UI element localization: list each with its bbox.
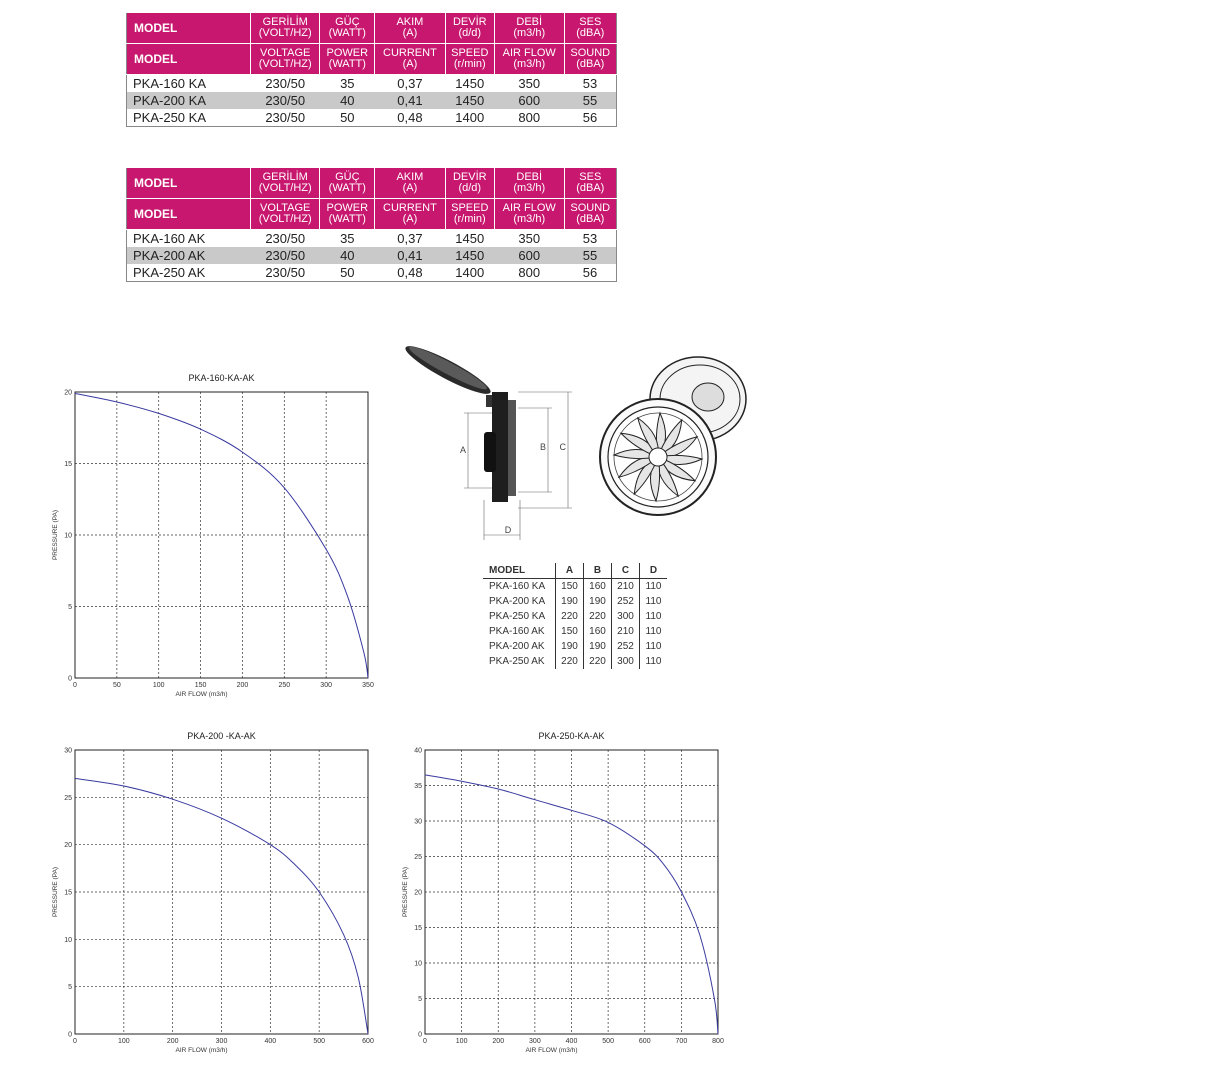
dimensions-row [483,594,667,609]
dimensions-cell: 110 [640,654,668,669]
y-axis-label: PRESSURE (PA) [52,509,59,561]
table-cell: 0,48 [375,264,445,282]
table-row [127,75,617,93]
dimensions-cell: 110 [640,579,668,595]
dimensions-header-cell: D [640,563,668,579]
y-tick-label: 15 [414,925,422,932]
table-cell: 50 [320,264,375,282]
header-cell: CURRENT (A) [375,44,445,75]
dimensions-cell: 220 [556,609,584,624]
dimensions-cell: 190 [556,639,584,654]
header-cell: MODEL [127,199,251,230]
x-tick-label: 100 [117,1038,130,1045]
table-cell: 0,37 [397,231,423,246]
open-cover-shape [401,340,494,400]
table-cell: 230/50 [251,247,320,264]
spec-table-ka [126,13,617,127]
dimensions-row [483,639,667,654]
header-cell: DEBİ (m3/h) [494,13,564,44]
header-row-tr [127,13,617,44]
x-tick-label: 400 [264,1038,277,1045]
dimensions-cell: 300 [612,654,640,669]
y-tick-label: 25 [64,794,72,802]
table-cell: 230/50 [251,92,320,109]
table-cell: 1400 [445,109,494,127]
table-row [127,247,617,264]
header-cell: MODEL [127,168,251,199]
x-tick-label: 0 [73,682,77,689]
header-cell: SES (dBA) [564,168,616,199]
dimensions-cell: PKA-200 AK [489,641,545,652]
table-cell: PKA-160 AK [133,231,206,246]
table-cell: PKA-200 AK [127,247,251,264]
table-cell: PKA-250 AK [127,264,251,282]
y-tick-label: 5 [68,604,72,611]
y-tick-label: 35 [414,783,422,790]
header-cell: DEVİR (d/d) [445,13,494,44]
x-tick-label: 300 [215,1038,228,1045]
header-cell: GÜÇ (WATT) [320,168,375,199]
dimensions-header-row [483,563,667,579]
table-cell: 40 [320,92,375,109]
x-tick-label: 400 [565,1038,578,1045]
spec-table-ak [126,168,617,282]
y-tick-label: 30 [64,747,72,755]
table-cell: 40 [320,247,375,264]
dimensions-cell: PKA-200 KA [489,596,546,607]
dimensions-row [483,579,667,595]
x-tick-label: 300 [320,682,332,689]
header-cell: MODEL [127,44,251,75]
fan-grille-shape [600,399,716,515]
y-tick-label: 20 [414,889,422,897]
header-cell: POWER (WATT) [320,44,375,75]
header-cell: VOLTAGE (VOLT/HZ) [251,199,320,230]
y-tick-label: 15 [64,889,72,897]
dim-label-b: B [539,442,546,452]
table-cell: 53 [582,76,598,91]
dimensions-cell: 110 [640,594,668,609]
chart-title: PKA-200 -KA-AK [187,731,256,741]
table-cell: 50 [320,109,375,127]
x-axis-label: AIR FLOW (m3/h) [525,1047,578,1054]
table-cell: 1450 [455,76,485,91]
header-cell: POWER (WATT) [320,199,375,230]
dimensions-row [483,624,667,639]
x-axis-label: AIR FLOW (m3/h) [175,1047,228,1054]
dimensions-cell: 110 [640,624,668,639]
y-tick-label: 15 [64,461,72,468]
dimensions-cell: 190 [584,639,612,654]
dimensions-cell: 210 [612,624,640,639]
header-cell: SOUND (dBA) [564,44,616,75]
y-tick-label: 0 [418,1031,422,1039]
x-tick-label: 500 [313,1038,326,1045]
header-cell: MODEL [127,13,251,44]
dimensions-row [483,609,667,624]
x-tick-label: 100 [152,682,165,689]
table-cell: PKA-160 KA [133,76,206,91]
chart-pka-160 [40,368,380,700]
x-tick-label: 300 [529,1038,541,1045]
pressure-curve-line [75,393,368,678]
x-tick-label: 350 [362,682,374,689]
dimensions-cell: 150 [556,579,584,595]
header-row-en [127,44,617,75]
dimensions-cell: 160 [584,624,612,639]
table-cell: 55 [564,92,616,109]
table-cell: 0,48 [375,109,445,127]
fan-body-shape [484,392,516,502]
dimensions-cell: PKA-250 AK [489,656,545,667]
table-cell: PKA-250 KA [127,109,251,127]
header-cell: AIR FLOW (m3/h) [494,199,564,230]
y-tick-label: 40 [414,747,422,755]
table-cell: 53 [582,231,598,246]
table-cell: 0,41 [375,247,445,264]
x-tick-label: 800 [712,1038,724,1045]
dimensions-cell: 300 [612,609,640,624]
dimensions-cell: 190 [556,594,584,609]
header-cell: SPEED (r/min) [445,44,494,75]
table-cell: 1400 [445,264,494,282]
dimensions-row [483,654,667,669]
x-tick-label: 50 [112,682,121,689]
header-cell: VOLTAGE (VOLT/HZ) [251,44,320,75]
header-cell: AKIM (A) [375,168,445,199]
dim-label-d: D [504,525,512,535]
header-row-en [127,199,617,230]
dim-label-a: A [459,445,466,455]
table-cell: 230/50 [265,231,306,246]
dimensions-header-cell: C [612,563,640,579]
dimensions-cell: 220 [584,654,612,669]
table-cell: 350 [518,231,541,246]
y-tick-label: 10 [64,532,72,540]
header-cell: CURRENT (A) [375,199,445,230]
fan-side-view-drawing [400,340,600,550]
table-cell: 0,37 [397,76,423,91]
table-row [127,230,617,248]
header-cell: SOUND (dBA) [564,199,616,230]
table-cell: PKA-200 KA [127,92,251,109]
dimensions-cell: PKA-160 KA [489,581,546,592]
chart-title: PKA-160-KA-AK [188,373,255,383]
x-tick-label: 700 [675,1038,688,1045]
table-cell: 55 [564,247,616,264]
header-cell: GÜÇ (WATT) [320,13,375,44]
table-cell: 800 [494,264,564,282]
y-tick-label: 10 [414,960,422,968]
dimensions-cell: 190 [584,594,612,609]
x-tick-label: 250 [278,682,291,689]
table-row [127,92,617,109]
y-tick-label: 10 [64,936,72,944]
table-row [127,109,617,127]
dimensions-header-cell: MODEL [483,563,556,579]
x-tick-label: 200 [236,682,249,689]
dimensions-cell: 220 [556,654,584,669]
chart-pka-250 [390,726,730,1056]
dimensions-cell: PKA-250 KA [489,611,546,622]
dimensions-cell: 252 [612,594,640,609]
y-tick-label: 0 [68,1031,72,1039]
table-cell: 230/50 [251,264,320,282]
header-cell: GERİLİM (VOLT/HZ) [251,168,320,199]
x-tick-label: 0 [73,1038,77,1045]
table-row [127,264,617,282]
table-cell: 230/50 [265,76,306,91]
table-cell: 56 [564,109,616,127]
table-cell: 1450 [445,92,494,109]
table-cell: 800 [494,109,564,127]
header-cell: DEBİ (m3/h) [494,168,564,199]
table-cell: 1450 [445,247,494,264]
y-axis-label: PRESSURE (PA) [52,866,59,918]
x-tick-label: 100 [455,1038,468,1045]
header-row-tr [127,168,617,199]
y-tick-label: 25 [414,854,422,861]
dimensions-cell: 220 [584,609,612,624]
dimensions-cell: 160 [584,579,612,595]
y-tick-label: 30 [414,818,422,826]
table-cell: 600 [494,92,564,109]
x-tick-label: 200 [492,1038,505,1045]
y-tick-label: 20 [64,389,72,397]
header-cell: AKIM (A) [375,13,445,44]
dimensions-cell: PKA-160 AK [489,626,545,637]
dimensions-header-cell: A [556,563,584,579]
fan-perspective-drawing [598,355,758,525]
table-cell: 35 [340,231,355,246]
y-tick-label: 0 [68,675,72,683]
y-axis-label: PRESSURE (PA) [402,866,409,918]
y-tick-label: 20 [64,842,72,850]
y-tick-label: 5 [418,996,422,1003]
dimensions-table [483,563,667,669]
x-tick-label: 500 [602,1038,614,1045]
header-cell: SPEED (r/min) [445,199,494,230]
y-tick-label: 5 [68,984,72,992]
x-tick-label: 200 [166,1038,179,1045]
chart-pka-200 [40,726,380,1056]
header-cell: GERİLİM (VOLT/HZ) [251,13,320,44]
x-tick-label: 0 [423,1038,427,1045]
table-cell: 350 [518,76,541,91]
table-cell: 1450 [455,231,485,246]
dimension-lines [464,392,572,540]
x-tick-label: 150 [194,682,207,689]
chart-title: PKA-250-KA-AK [538,731,605,741]
table-cell: 600 [494,247,564,264]
x-axis-label: AIR FLOW (m3/h) [175,691,228,698]
dim-label-c: C [559,442,566,452]
header-cell: SES (dBA) [564,13,616,44]
table-cell: 0,41 [375,92,445,109]
header-cell: DEVİR (d/d) [445,168,494,199]
dimensions-cell: 150 [556,624,584,639]
dimensions-cell: 110 [640,639,668,654]
x-tick-label: 600 [362,1038,374,1045]
header-cell: AIR FLOW (m3/h) [494,44,564,75]
table-cell: 56 [564,264,616,282]
dimensions-cell: 110 [640,609,668,624]
dimensions-cell: 252 [612,639,640,654]
table-cell: 35 [340,76,355,91]
dimensions-header-cell: B [584,563,612,579]
dimensions-cell: 210 [612,579,640,595]
table-cell: 230/50 [251,109,320,127]
x-tick-label: 600 [638,1038,651,1045]
